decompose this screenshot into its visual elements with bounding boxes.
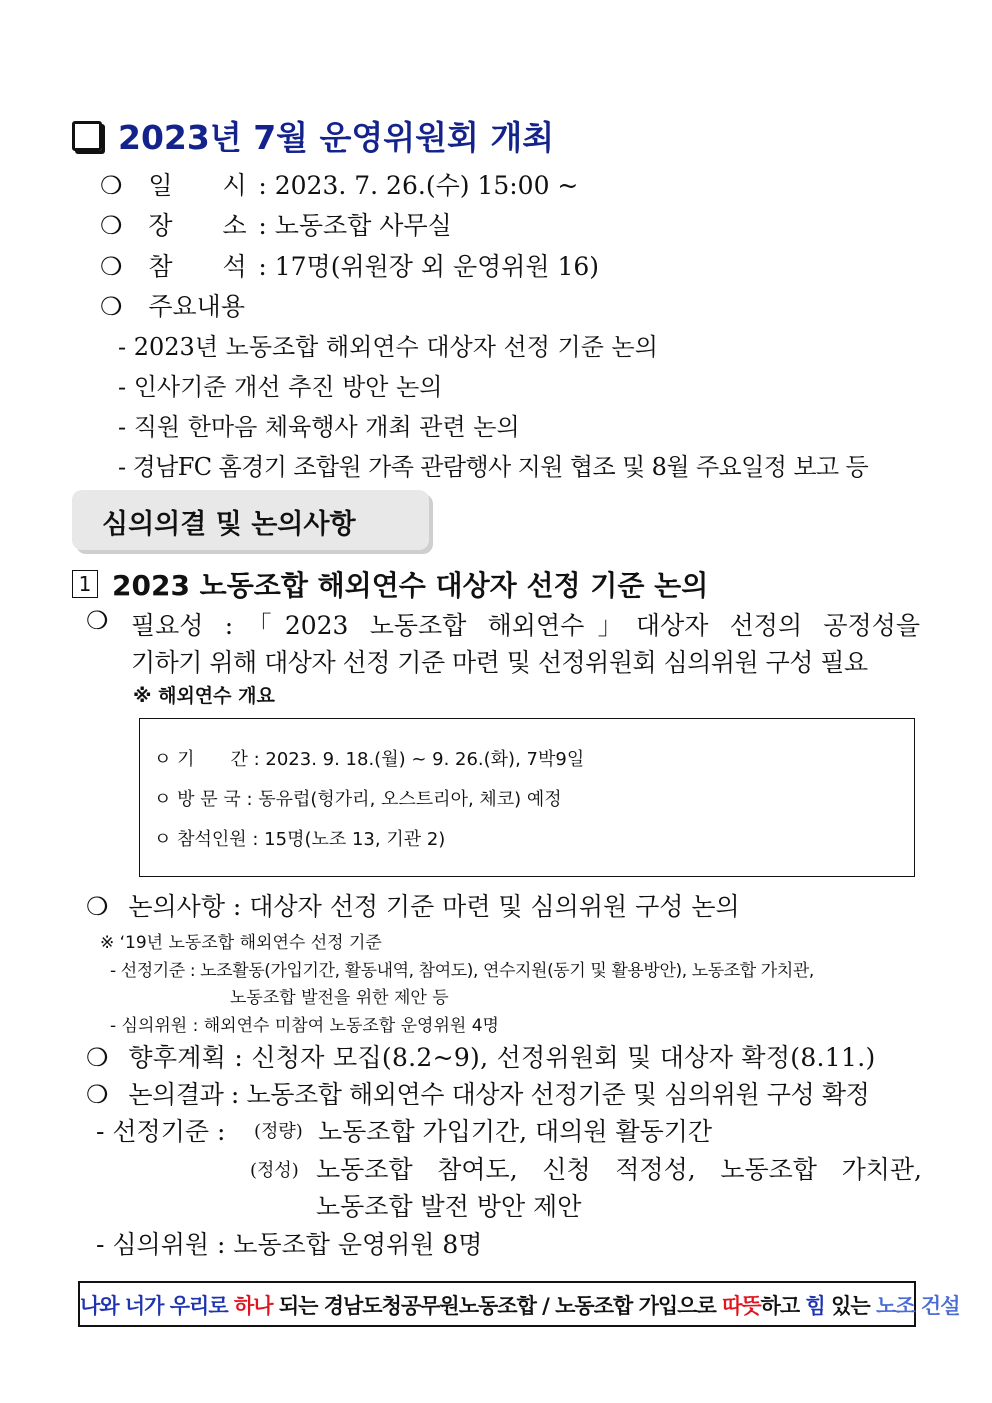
- circle-bullet-icon: ❍: [86, 606, 109, 635]
- slogan-text: [80, 1290, 960, 1320]
- meeting-agenda-row: [100, 287, 245, 323]
- meeting-place-row: [100, 206, 452, 242]
- attend-label: 참 석: [148, 252, 247, 281]
- overview-period: ㅇ 기 간 : 2023. 9. 18.(월) ~ 9. 26.(화), 7박9일: [154, 749, 585, 770]
- quant-text: 노동조합 가입기간, 대의원 활동기간: [318, 1117, 713, 1146]
- slogan-banner: [78, 1281, 960, 1327]
- slogan-part: 따뜻: [722, 1294, 761, 1318]
- quant-tag: (정량): [254, 1121, 303, 1142]
- agenda-label: 주요내용: [148, 292, 245, 321]
- reference-criteria-line2: 노동조합 발전을 위한 제안 등: [230, 988, 449, 1008]
- result-row: [86, 1075, 869, 1111]
- page-title: [72, 112, 554, 159]
- section-tab-label: 심의의결 및 논의사항: [102, 509, 356, 540]
- necessity-line1: 필요성 :「2023 노동조합 해외연수」대상자 선정의 공정성을: [131, 611, 920, 640]
- qual-text-line2: 노동조합 발전 방안 제안: [316, 1192, 582, 1221]
- agenda-item: - 경남FC 홈경기 조합원 가족 관람행사 지원 협조 및 8월 주요일정 보고 등: [118, 453, 869, 481]
- page-title-text: 2023년 7월 운영위원회 개최: [118, 118, 555, 157]
- item1-title: 2023 노동조합 해외연수 대상자 선정 기준 논의: [112, 569, 709, 602]
- qual-text-line1: 노동조합 참여도, 신청 적정성, 노동조합 가치관,: [316, 1155, 922, 1184]
- circle-bullet-icon: ❍: [100, 211, 123, 240]
- date-label: 일 시: [148, 171, 247, 200]
- circle-bullet-icon: ❍: [100, 252, 123, 281]
- place-value: : 노동조합 사무실: [258, 211, 452, 240]
- overview-attendees: ㅇ 참석인원 : 15명(노조 13, 기관 2): [154, 829, 446, 850]
- meeting-attend-row: [100, 247, 599, 283]
- slogan-part: 나와 너가 우리로: [80, 1294, 234, 1318]
- result-text: 논의결과 : 노동조합 해외연수 대상자 선정기준 및 심의위원 구성 확정: [128, 1080, 870, 1109]
- agenda-item: - 2023년 노동조합 해외연수 대상자 선정 기준 논의: [118, 333, 658, 361]
- slogan-part: 하고: [760, 1294, 806, 1318]
- date-value: : 2023. 7. 26.(수) 15:00 ~: [258, 171, 579, 200]
- circle-bullet-icon: ❍: [86, 1043, 109, 1072]
- item-number-box: 1: [72, 570, 98, 598]
- agenda-item: - 직원 한마음 체육행사 개최 관련 논의: [118, 413, 520, 441]
- circle-bullet-icon: ❍: [86, 1080, 109, 1109]
- checkbox-icon: [72, 121, 102, 151]
- result-criteria-label: - 선정기준 :: [96, 1117, 226, 1146]
- slogan-part: 힘: [805, 1294, 825, 1318]
- section-tab: [72, 490, 429, 550]
- discussion-text: 논의사항 : 대상자 선정 기준 마련 및 심의위원 구성 논의: [128, 892, 740, 921]
- slogan-part: 되는 경남도청공무원노동조합 / 노동조합 가입으로: [272, 1294, 723, 1318]
- slogan-part: 있는: [824, 1294, 877, 1318]
- agenda-item: - 인사기준 개선 추진 방안 논의: [118, 373, 443, 401]
- place-label: 장 소: [148, 211, 247, 240]
- circle-bullet-icon: ❍: [100, 292, 123, 321]
- item1-heading: [72, 564, 708, 604]
- slogan-part: 노조 건설: [876, 1294, 960, 1318]
- attend-value: : 17명(위원장 외 운영위원 16): [258, 252, 600, 281]
- result-members: - 심의위원 : 노동조합 운영위원 8명: [96, 1230, 483, 1259]
- overview-countries: ㅇ 방 문 국 : 동유럽(헝가리, 오스트리아, 체코) 예정: [154, 789, 562, 810]
- reference-members: - 심의위원 : 해외연수 미참여 노동조합 운영위원 4명: [110, 1016, 499, 1036]
- slogan-part: 하나: [233, 1294, 273, 1318]
- circle-bullet-icon: ❍: [86, 892, 109, 921]
- plan-text: 향후계획 : 신청자 모집(8.2~9), 선정위원회 및 대상자 확정(8.11.): [128, 1043, 876, 1072]
- qual-tag: (정성): [250, 1160, 299, 1181]
- circle-bullet-icon: ❍: [100, 171, 123, 200]
- necessity-line2: 기하기 위해 대상자 선정 기준 마련 및 선정위원회 심의위원 구성 필요: [131, 648, 868, 677]
- overview-box: [139, 718, 915, 877]
- overview-label: ※ 해외연수 개요: [133, 685, 275, 707]
- reference-criteria-line1: - 선정기준 : 노조활동(가입기간, 활동내역, 참여도), 연수지원(동기 및 활용방안), 노동조합 가치관,: [110, 961, 814, 981]
- meeting-date-row: [100, 166, 578, 202]
- plan-row: [86, 1038, 876, 1074]
- discussion-row: [86, 887, 740, 923]
- reference-title: ※ ‘19년 노동조합 해외연수 선정 기준: [100, 933, 382, 953]
